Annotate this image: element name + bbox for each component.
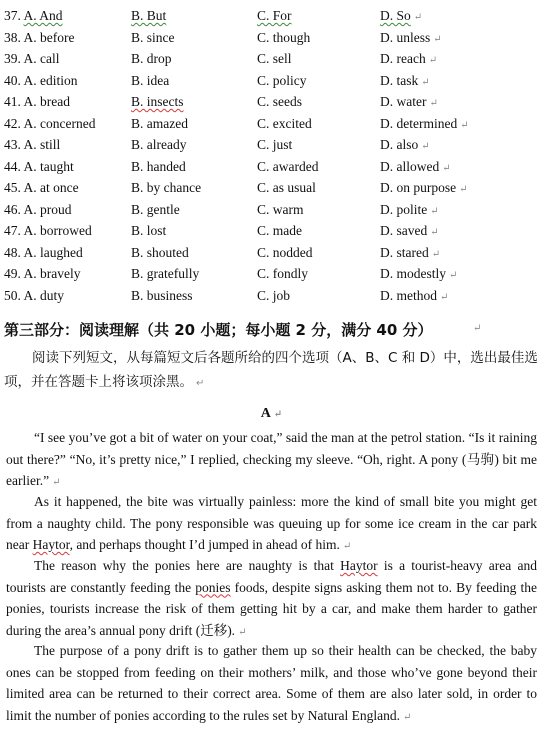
instructions-block: 阅读下列短文，从每篇短文后各题所给的四个选项（A、B、C 和 D）中，选出最佳选项，并在答题卡上将该项涂黑。 ↵ xyxy=(4,350,538,390)
option-text: C. made xyxy=(257,223,302,238)
option-text: A. call xyxy=(23,51,60,66)
option-text: B. insects xyxy=(131,94,184,109)
option-a xyxy=(4,91,70,112)
option-b xyxy=(131,285,193,306)
option-text: B. shouted xyxy=(131,244,189,260)
option-text: D. unless xyxy=(380,29,431,45)
passage-title: A ↵ xyxy=(260,406,283,421)
option-c xyxy=(257,91,302,112)
option-text: C. For xyxy=(257,8,292,23)
question-number: 42. xyxy=(4,115,21,131)
question-number: 49. xyxy=(4,266,21,281)
option-c xyxy=(257,70,307,91)
option-d xyxy=(380,5,422,28)
section-heading: 第三部分：阅读理解（共 20 小题；每小题 2 分，满分 40 分） xyxy=(4,321,433,339)
option-c xyxy=(257,5,292,26)
option-text: C. warm xyxy=(257,201,304,217)
option-d xyxy=(380,285,448,308)
question-number: 40. xyxy=(4,72,21,88)
option-text: D. polite xyxy=(380,201,428,217)
question-number: 38. xyxy=(4,29,21,45)
question-number: 37. xyxy=(4,8,21,23)
option-text: D. water xyxy=(380,94,427,109)
option-text: A. And xyxy=(23,8,63,23)
option-a xyxy=(4,263,81,284)
option-c xyxy=(257,220,302,241)
passage-paragraph-2: As it happened, the bite was virtually painless: more the kind of small bite you might get from a naughty child. The pony responsible was queuing up for some ice cream in the car park near Haytor, and perhaps thought I’d jumped in ahead of him. ↵ xyxy=(6,494,537,552)
option-text: D. saved xyxy=(380,223,428,238)
question-number: 44. xyxy=(4,158,21,174)
option-b xyxy=(131,113,188,134)
option-text: A. bread xyxy=(23,94,70,109)
option-text: D. determined xyxy=(380,115,458,131)
option-a xyxy=(4,220,92,241)
option-a xyxy=(4,113,95,134)
option-b xyxy=(131,220,166,241)
paragraph-mark: ↵ xyxy=(421,141,430,152)
paragraph-mark: ↵ xyxy=(421,76,430,88)
paragraph-mark: ↵ xyxy=(459,184,468,195)
option-text: C. though xyxy=(257,29,311,45)
option-d xyxy=(380,27,442,50)
option-text: B. since xyxy=(131,29,175,45)
question-number: 47. xyxy=(4,223,21,238)
option-c xyxy=(257,177,316,198)
option-text: B. gentle xyxy=(131,201,180,217)
option-d xyxy=(380,220,439,243)
option-text: A. still xyxy=(23,137,61,152)
option-text: A. proud xyxy=(23,201,72,217)
option-c xyxy=(257,156,318,177)
option-text: B. amazed xyxy=(131,115,188,131)
option-d xyxy=(380,70,430,93)
option-d xyxy=(380,242,440,265)
option-b xyxy=(131,263,199,284)
option-b xyxy=(131,134,186,155)
option-a xyxy=(4,134,60,155)
option-b xyxy=(131,5,166,26)
option-b xyxy=(131,177,201,198)
option-text: D. also xyxy=(380,137,419,152)
option-text: B. already xyxy=(131,137,187,152)
option-a xyxy=(4,48,60,69)
option-text: A. at once xyxy=(23,180,79,195)
option-a xyxy=(4,156,74,177)
option-a xyxy=(4,242,83,263)
option-text: D. task xyxy=(380,72,419,88)
option-d xyxy=(380,48,437,71)
option-c xyxy=(257,285,290,306)
option-text: B. handed xyxy=(131,158,186,174)
option-text: A. concerned xyxy=(23,115,96,131)
passage-paragraph-3: The reason why the ponies here are naughty is that Haytor is a tourist-heavy area and tourists are constantly feeding the ponies foods, despite signs asking them not to. By feeding the ponies, tourists increase the risk of them getting hit by a car, and make them harder to gather during the area’s annual pony drift (迁移). ↵ xyxy=(6,558,538,638)
option-text: C. job xyxy=(257,287,291,303)
option-a xyxy=(4,177,79,198)
option-b xyxy=(131,27,175,48)
option-b xyxy=(131,199,180,220)
option-b xyxy=(131,156,186,177)
paragraph-mark: ↵ xyxy=(442,162,451,174)
option-text: D. So xyxy=(380,8,411,23)
option-text: D. method xyxy=(380,287,437,303)
option-text: C. nodded xyxy=(257,244,313,260)
option-text: C. fondly xyxy=(257,266,309,281)
option-text: C. awarded xyxy=(257,158,319,174)
option-text: A. borrowed xyxy=(23,223,92,238)
option-text: D. modestly xyxy=(380,266,446,281)
option-b xyxy=(131,91,184,112)
option-text: B. business xyxy=(131,287,193,303)
paragraph-mark: ↵ xyxy=(430,227,439,238)
paragraph-mark: ↵ xyxy=(429,98,438,109)
option-text: B. lost xyxy=(131,223,167,238)
option-text: C. just xyxy=(257,137,293,152)
option-a xyxy=(4,5,63,26)
option-b xyxy=(131,242,189,263)
option-text: D. allowed xyxy=(380,158,440,174)
option-a xyxy=(4,199,72,220)
option-text: C. seeds xyxy=(257,94,302,109)
option-d xyxy=(380,177,468,200)
option-text: A. edition xyxy=(23,72,78,88)
option-text: A. taught xyxy=(23,158,74,174)
question-number: 46. xyxy=(4,201,21,217)
option-a xyxy=(4,285,64,306)
option-text: B. But xyxy=(131,8,167,23)
option-text: A. laughed xyxy=(23,244,83,260)
option-text: C. as usual xyxy=(257,180,316,195)
option-b xyxy=(131,48,172,69)
option-c xyxy=(257,199,304,220)
option-b xyxy=(131,70,169,91)
option-d xyxy=(380,156,451,179)
option-c xyxy=(257,113,312,134)
paragraph-mark: ↵ xyxy=(473,323,482,334)
option-a xyxy=(4,70,78,91)
option-c xyxy=(257,242,313,263)
option-c xyxy=(257,48,292,69)
question-number: 45. xyxy=(4,180,21,195)
option-text: B. gratefully xyxy=(131,266,200,281)
question-number: 43. xyxy=(4,137,21,152)
option-d xyxy=(380,263,457,286)
option-d xyxy=(380,113,469,136)
question-number: 50. xyxy=(4,287,21,303)
option-d xyxy=(380,134,430,157)
paragraph-mark: ↵ xyxy=(430,205,439,217)
option-text: B. idea xyxy=(131,72,170,88)
option-c xyxy=(257,263,308,284)
option-d xyxy=(380,199,439,222)
option-text: A. bravely xyxy=(23,266,81,281)
question-number: 39. xyxy=(4,51,21,66)
option-text: B. drop xyxy=(131,51,172,66)
option-text: D. on purpose xyxy=(380,180,457,195)
option-text: D. stared xyxy=(380,244,429,260)
paragraph-mark: ↵ xyxy=(431,248,441,260)
instructions-text: 阅读下列短文，从每篇短文后各题所给的四个选项（A、B、C 和 D）中，选出最佳选项，并在答题卡上将该项涂黑。 xyxy=(4,350,538,390)
option-text: C. excited xyxy=(257,115,312,131)
option-text: C. sell xyxy=(257,51,292,66)
paragraph-mark: ↵ xyxy=(433,33,442,45)
paragraph-mark: ↵ xyxy=(449,270,458,281)
option-c xyxy=(257,27,310,48)
option-text: C. policy xyxy=(257,72,307,88)
option-text: B. by chance xyxy=(131,180,202,195)
passage-paragraph-4: The purpose of a pony drift is to gather them up so their health can be checked, the baby ones can be stopped from feeding on their mothers’ milk, and those who’ve gone beyond their limited area can be returned to their correct area. Some of them are also later sold, in order to limit the number of ponies according to the rules set by Natural England. ↵ xyxy=(6,643,537,723)
paragraph-mark: ↵ xyxy=(460,119,469,131)
passage-paragraph-1: “I see you’ve got a bit of water on your coat,” said the man at the petrol station. “Is it raining out there?” “No, it’s pretty nice,” I replied, checking my sleeve. “Oh, right. A pony (马驹) bit me earlier.” ↵ xyxy=(6,430,537,488)
paragraph-mark: ↵ xyxy=(413,12,423,23)
option-text: D. reach xyxy=(380,51,426,66)
option-d xyxy=(380,91,438,114)
paragraph-mark: ↵ xyxy=(428,55,438,66)
option-a xyxy=(4,27,75,48)
paragraph-mark: ↵ xyxy=(440,291,449,303)
question-number: 41. xyxy=(4,94,21,109)
option-c xyxy=(257,134,292,155)
option-text: A. duty xyxy=(23,287,65,303)
option-text: A. before xyxy=(23,29,75,45)
question-number: 48. xyxy=(4,244,21,260)
